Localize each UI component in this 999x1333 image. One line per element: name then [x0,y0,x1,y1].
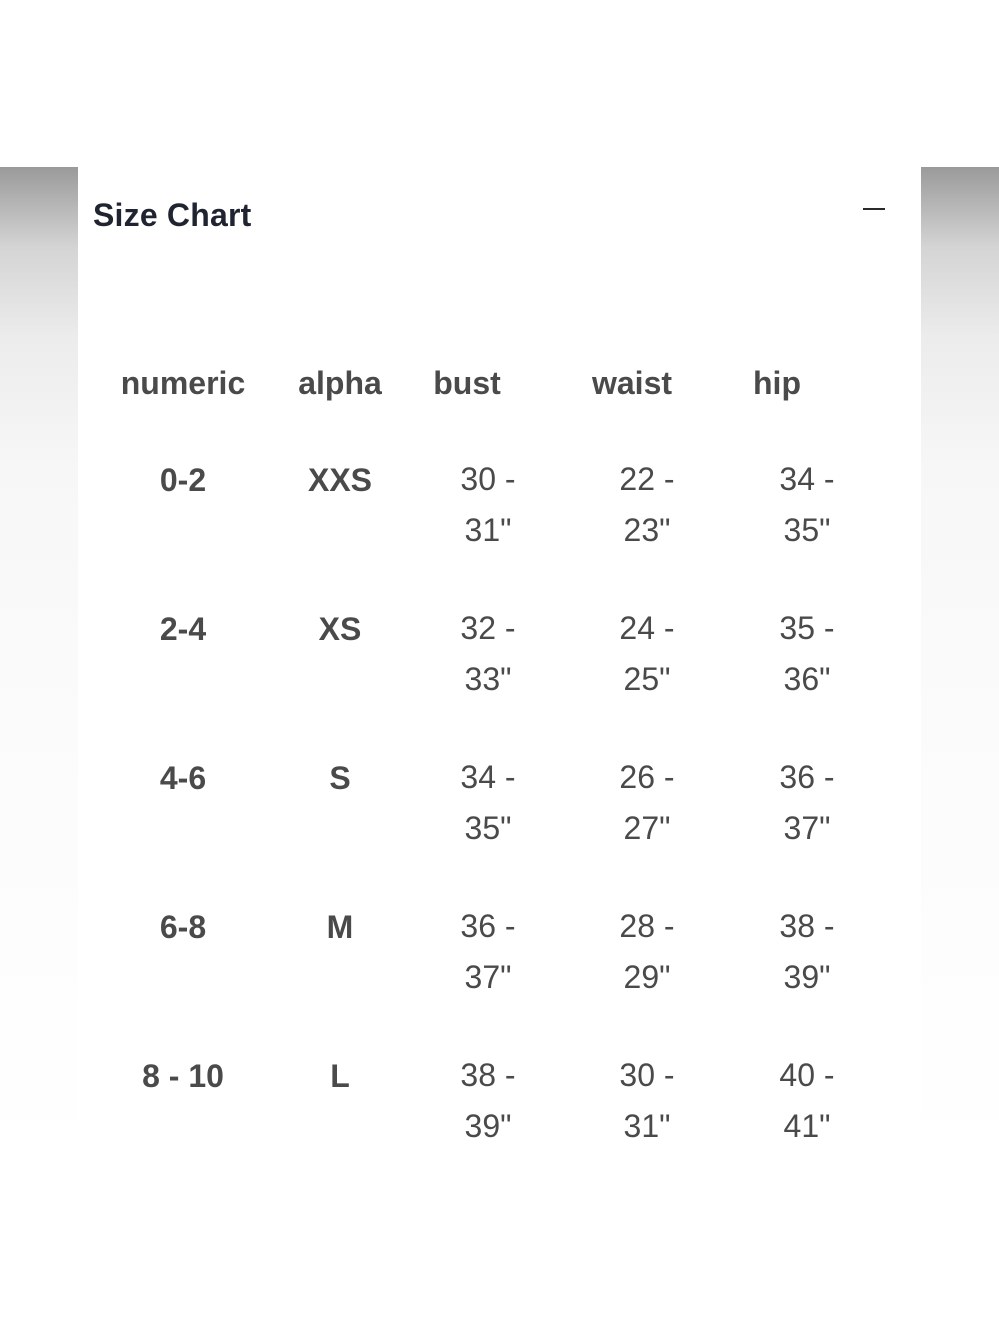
right-backdrop-shade [921,167,999,1167]
cell-numeric: 6-8 [159,909,207,945]
cell-waist-line: 24 - [619,610,675,646]
cell-bust-line: 37" [464,959,512,995]
cell-hip-line: 35 - [779,610,835,646]
cell-alpha: M [326,909,354,945]
header-hip: hip [753,365,801,401]
cell-bust-line: 39" [464,1108,512,1144]
cell-bust-line: 38 - [460,1057,516,1093]
cell-bust [438,1050,538,1152]
cell-hip-line: 36 - [779,759,835,795]
cell-hip [757,603,857,705]
cell-bust-line: 31" [464,512,512,548]
cell-bust [438,603,538,705]
cell-hip-line: 41" [783,1108,831,1144]
cell-bust-line: 35" [464,810,512,846]
cell-alpha: XS [318,611,362,647]
cell-waist-line: 28 - [619,908,675,944]
cell-waist [597,603,697,705]
header-alpha: alpha [298,365,382,401]
cell-hip-line: 34 - [779,461,835,497]
cell-hip-line: 35" [783,512,831,548]
cell-bust-line: 34 - [460,759,516,795]
cell-bust [438,752,538,854]
size-table [78,167,921,1167]
cell-waist-line: 31" [623,1108,671,1144]
cell-hip [757,454,857,556]
cell-waist-line: 23" [623,512,671,548]
cell-hip [757,901,857,1003]
header-waist: waist [591,365,673,401]
cell-hip [757,1050,857,1152]
cell-hip [757,752,857,854]
cell-hip-line: 36" [783,661,831,697]
cell-numeric: 2-4 [159,611,207,647]
cell-bust-line: 30 - [460,461,516,497]
cell-waist-line: 22 - [619,461,675,497]
cell-hip-line: 38 - [779,908,835,944]
header-bust: bust [433,365,501,401]
cell-numeric: 0-2 [159,462,207,498]
cell-waist-line: 25" [623,661,671,697]
cell-numeric: 8 - 10 [142,1058,224,1094]
cell-waist [597,1050,697,1152]
cell-bust-line: 33" [464,661,512,697]
cell-alpha: S [329,760,351,796]
cell-waist-line: 26 - [619,759,675,795]
cell-alpha: L [330,1058,350,1094]
cell-waist [597,752,697,854]
size-chart-panel [78,167,921,1167]
cell-waist-line: 29" [623,959,671,995]
cell-hip-line: 37" [783,810,831,846]
cell-bust [438,901,538,1003]
panel-title: Size Chart [93,197,252,233]
cell-hip-line: 39" [783,959,831,995]
cell-bust-line: 32 - [460,610,516,646]
cell-waist [597,901,697,1003]
left-backdrop-shade [0,167,78,1167]
cell-bust-line: 36 - [460,908,516,944]
cell-alpha: XXS [307,462,373,498]
cell-waist [597,454,697,556]
cell-numeric: 4-6 [159,760,207,796]
cell-hip-line: 40 - [779,1057,835,1093]
cell-waist-line: 27" [623,810,671,846]
header-numeric: numeric [120,365,246,401]
cell-waist-line: 30 - [619,1057,675,1093]
cell-bust [438,454,538,556]
